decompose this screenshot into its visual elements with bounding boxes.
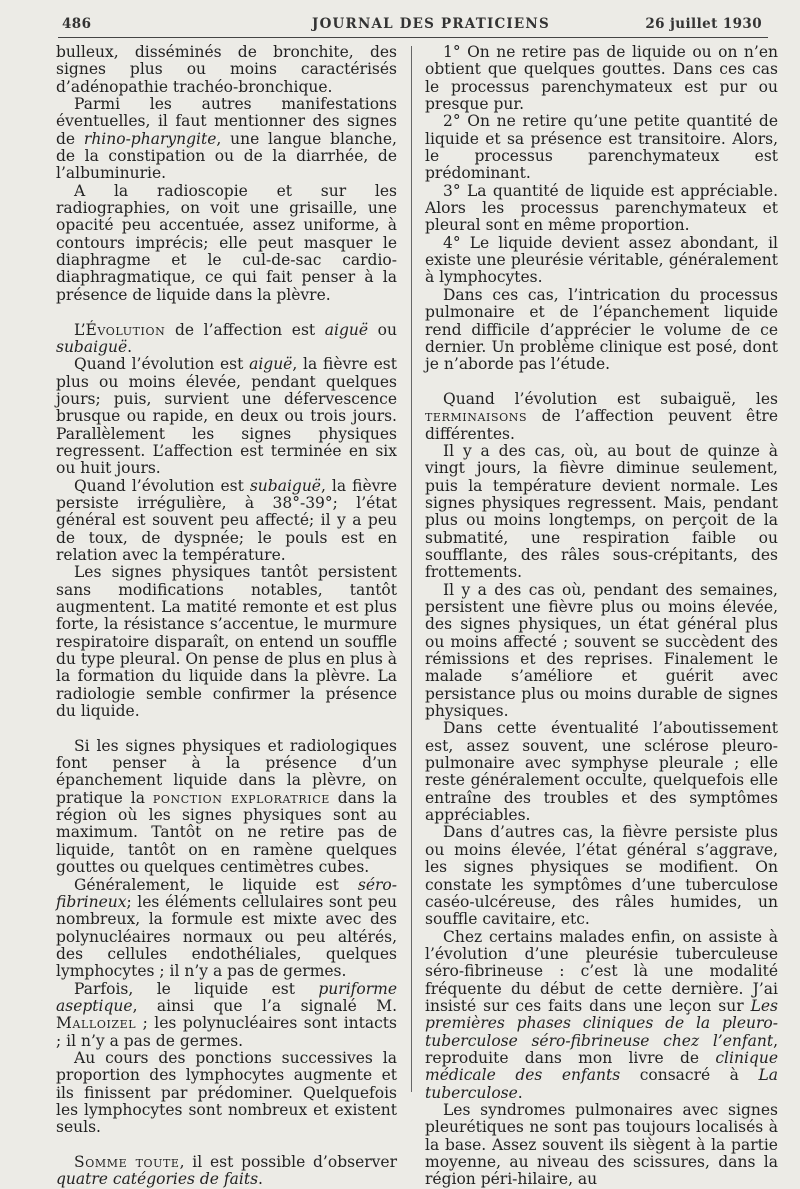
paragraph: Chez certains malades enfin, on assiste à l’évolution d’une pleurésie tuberculeuse séro-fibrineuse : c’est là une modalité fréquente du début de cette dernière. J’ai insisté sur ces faits dans une leçon sur Les premières phases cliniques de la pleuro-tuberculose séro-fibrineuse chez l’enfant, reproduite dans mon livre de clinique médicale des enfants consacré à La tuberculose. <box>425 927 778 1102</box>
column-divider <box>411 46 412 1092</box>
numbered-paragraph: 3° La quantité de liquide est appréciable. Alors les processus parenchymateux et pleural sont en même proportion. <box>425 181 778 235</box>
paragraph: A la radioscopie et sur les radiographies, on voit une grisaille, une opacité peu accentuée, assez uniforme, à contours imprécis; elle peut masquer le diaphragme et le cul-de-sac cardio-diaphragmatique, ce qui fait penser à la présence de liquide dans la plèvre. <box>56 181 397 304</box>
right-column <box>425 44 778 1189</box>
section-heading-paragraph: L’Évolution de l’affection est aiguë ou subaiguë. <box>56 320 397 356</box>
paragraph: Somme toute, il est possible d’observer quatre catégories de faits. <box>56 1153 397 1189</box>
journal-title: JOURNAL DES PRATICIENS <box>312 16 550 32</box>
paragraph: Dans d’autres cas, la fièvre persiste plus ou moins élevée, l’état général s’aggrave, les signes physiques se modifient. On constate les symptômes d’une tuberculose caséo-ulcéreuse, des râles humides, un souffle cavitaire, etc. <box>425 823 778 929</box>
numbered-paragraph: 2° On ne retire qu’une petite quantité de liquide et sa présence est transitoire. Alors, le processus parenchymateux est prédominant. <box>425 112 778 183</box>
numbered-paragraph: 1° On ne retire pas de liquide ou on n’en obtient que quelques gouttes. Dans ces cas le processus parenchymateux est pur ou presque pur. <box>425 43 778 114</box>
page-number: 486 <box>62 16 92 32</box>
paragraph: Parfois, le liquide est puriforme aseptique, ainsi que l’a signalé M. Malloizel ; les polynucléaires sont intacts ; il n’y a pas de germes. <box>56 979 397 1050</box>
paragraph: Les syndromes pulmonaires avec signes pleurétiques ne sont pas toujours localisés à la base. Assez souvent ils siègent à la partie moyenne, au niveau des scissures, dans la région péri-hilaire, au <box>425 1100 778 1189</box>
paragraph: Généralement, le liquide est séro-fibrineux; les éléments cellulaires sont peu nombreux, la formule est mixte avec des polynucléaires normaux ou peu altérés, des cellules endothéliales, quelques lymphocytes ; il n’y a pas de germes. <box>56 875 397 981</box>
paragraph: Dans ces cas, l’intrication du processus pulmonaire et de l’épanchement liquide rend difficile d’apprécier le volume de ce dernier. Un problème clinique est posé, dont je n’aborde pas l’étude. <box>425 285 778 374</box>
paragraph: Quand l’évolution est subaiguë, la fièvre persiste irrégulière, à 38°-39°; l’état général est souvent peu affecté; il y a peu de toux, de dyspnée; le pouls est en relation avec la température. <box>56 476 397 564</box>
paragraph: Parmi les autres manifestations éventuelles, il faut mentionner des signes de rhino-pharyngite, une langue blanche, de la constipation ou de la diarrhée, de l’albuminurie. <box>56 95 397 183</box>
paragraph: Il y a des cas où, pendant des semaines, persistent une fièvre plus ou moins élevée, des signes physiques, un état général plus ou moins affecté ; souvent se succèdent des rémissions et des reprises. Finalement le malade s’améliore et guérit avec persistance plus ou moins durable de signes physiques. <box>425 580 778 721</box>
header-rule <box>58 37 768 38</box>
paragraph: Dans cette éventualité l’aboutissement est, assez souvent, une sclérose pleuro-pulmonaire avec symphyse pleurale ; elle reste généralement occulte, quelquefois elle entraîne des troubles et des symptômes appréciables. <box>425 719 778 825</box>
issue-date: 26 juillet 1930 <box>645 16 762 32</box>
paragraph: Au cours des ponctions successives la proportion des lymphocytes augmente et ils finissent par prédominer. Quelquefois les lymphocytes sont nombreux et existent seuls. <box>56 1048 397 1137</box>
paragraph: Si les signes physiques et radiologiques font penser à la présence d’un épanchement liquide dans la plèvre, on pratique la ponction exploratrice dans la région où les signes physiques sont au maximum. Tantôt on ne retire pas de liquide, tantôt on en ramène quelques gouttes ou quelques centimètres cubes. <box>56 736 398 877</box>
paragraph: Il y a des cas, où, au bout de quinze à vingt jours, la fièvre diminue seulement, puis la température devient normale. Les signes physiques regressent. Mais, pendant plus ou moins longtemps, on perçoit de la submatité, une respiration faible ou soufflante, des râles sous-crépitants, des frottements. <box>425 441 778 582</box>
paragraph: bulleux, disséminés de bronchite, des signes plus ou moins caractérisés d’adénopathie trachéo-bronchique. <box>56 43 397 96</box>
numbered-paragraph: 4° Le liquide devient assez abondant, il existe une pleurésie véritable, généralement à lymphocytes. <box>425 233 778 287</box>
left-column <box>56 44 397 1189</box>
paragraph: Les signes physiques tantôt persistent sans modifications notables, tantôt augmentent. La matité remonte et est plus forte, la résistance s’accentue, le murmure respiratoire disparaît, on entend un souffle du type pleural. On pense de plus en plus à la formation du liquide dans la plèvre. La radiologie semble confirmer la présence du liquide. <box>56 563 397 721</box>
paragraph: Quand l’évolution est subaiguë, les terminaisons de l’affection peuvent être différentes. <box>425 389 778 443</box>
paragraph: Quand l’évolution est aiguë, la fièvre est plus ou moins élevée, pendant quelques jours; puis, survient une défervescence brusque ou rapide, en deux ou trois jours. Parallèlement les signes physiques regressent. L’affection est terminée en six ou huit jours. <box>56 355 397 478</box>
running-header <box>62 14 762 36</box>
